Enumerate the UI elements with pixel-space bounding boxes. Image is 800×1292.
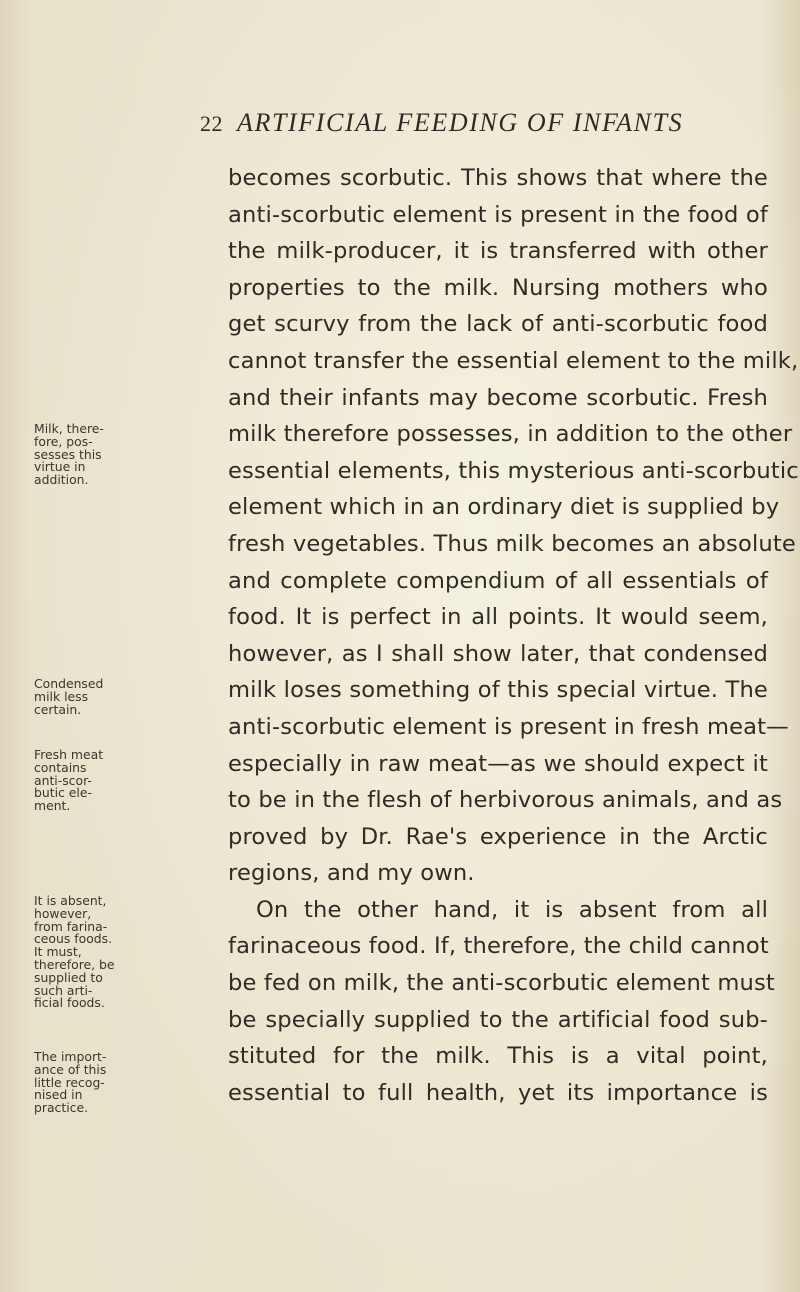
margin-note-line: nised in bbox=[34, 1087, 83, 1103]
margin-note-line: ment. bbox=[34, 798, 71, 814]
body-line: cannot transfer the essential element to the milk, bbox=[228, 347, 799, 374]
margin-note-fresh-meat bbox=[34, 749, 130, 813]
margin-note-line: Milk, there- bbox=[34, 421, 104, 436]
margin-note-line: fore, pos- bbox=[34, 433, 93, 449]
margin-note-line: virtue in bbox=[34, 459, 86, 475]
body-line: regions, and my own. bbox=[228, 860, 475, 887]
body-line: anti-scorbutic element is present in the food of bbox=[228, 201, 768, 228]
margin-note-line: It is absent, bbox=[34, 893, 107, 908]
body-line: element which in an ordinary diet is supplied by bbox=[228, 494, 780, 521]
body-line: farinaceous food. If, therefore, the child cannot bbox=[228, 933, 769, 960]
margin-note-line: anti-scor- bbox=[34, 772, 92, 788]
body-line: and complete compendium of all essentials of bbox=[228, 567, 768, 594]
running-title: ARTIFICIAL FEEDING OF INFANTS bbox=[237, 108, 684, 137]
body-line: be specially supplied to the artificial food sub- bbox=[228, 1006, 768, 1033]
margin-note-line: butic ele- bbox=[34, 785, 92, 801]
margin-note-line: however, bbox=[34, 905, 92, 921]
margin-note-line: Fresh meat bbox=[34, 747, 104, 762]
margin-note-line: ceous foods. bbox=[34, 931, 113, 947]
margin-note-line: from farina- bbox=[34, 918, 108, 934]
margin-note-line: milk less bbox=[34, 688, 89, 704]
margin-note-line: The import- bbox=[34, 1049, 107, 1064]
margin-note-line: sesses this bbox=[34, 446, 102, 462]
body-text bbox=[228, 160, 799, 1111]
body-line: proved by Dr. Rae's experience in the Arctic bbox=[228, 823, 768, 850]
page-number: 22 bbox=[200, 111, 223, 136]
body-line: fresh vegetables. Thus milk becomes an absolute bbox=[228, 530, 796, 557]
body-line: get scurvy from the lack of anti-scorbutic food bbox=[228, 311, 768, 338]
margin-note-line: practice. bbox=[34, 1100, 89, 1116]
margin-note-line: supplied to bbox=[34, 969, 103, 985]
margin-note-line: It must, bbox=[34, 944, 82, 960]
body-line: becomes scorbutic. This shows that where the bbox=[228, 165, 768, 191]
body-line: essential to full health, yet its importance is bbox=[228, 1079, 768, 1106]
body-line: food. It is perfect in all points. It would seem, bbox=[228, 604, 768, 631]
body-line: stituted for the milk. This is a vital point, bbox=[228, 1043, 768, 1070]
body-line: especially in raw meat—as we should expect it bbox=[228, 750, 768, 777]
body-line: the milk-producer, it is transferred with other bbox=[228, 238, 768, 265]
body-line: essential elements, this mysterious anti-scorbutic bbox=[228, 457, 799, 484]
body-line: properties to the milk. Nursing mothers who bbox=[228, 274, 768, 301]
margin-note-condensed-milk bbox=[34, 678, 130, 716]
margin-note-line: ance of this bbox=[34, 1061, 107, 1077]
margin-note-line: Condensed bbox=[34, 676, 104, 691]
body-line: however, as I shall show later, that condensed bbox=[228, 640, 768, 667]
margin-note-line: little recog- bbox=[34, 1074, 105, 1090]
body-line: be fed on milk, the anti-scorbutic element must bbox=[228, 970, 775, 997]
body-line: and their infants may become scorbutic. Fresh bbox=[228, 384, 768, 411]
margin-note-line: certain. bbox=[34, 701, 82, 717]
margin-note-importance bbox=[34, 1051, 130, 1115]
body-line: milk loses something of this special virtue. The bbox=[228, 677, 768, 704]
margin-note-line: addition. bbox=[34, 472, 89, 488]
margin-note-line: therefore, be bbox=[34, 956, 115, 972]
running-head bbox=[200, 108, 760, 144]
body-line: On the other hand, it is absent from all bbox=[256, 896, 768, 923]
margin-note-line: ficial foods. bbox=[34, 995, 105, 1011]
body-line: anti-scorbutic element is present in fresh meat— bbox=[228, 713, 789, 740]
margin-note-line: contains bbox=[34, 759, 87, 775]
body-line: milk therefore possesses, in addition to the other bbox=[228, 421, 793, 448]
margin-note-line: such arti- bbox=[34, 982, 93, 998]
body-line: to be in the flesh of herbivorous animals, and as bbox=[228, 787, 783, 814]
margin-note-milk-virtue bbox=[34, 423, 130, 487]
margin-note-farinaceous bbox=[34, 895, 130, 1010]
